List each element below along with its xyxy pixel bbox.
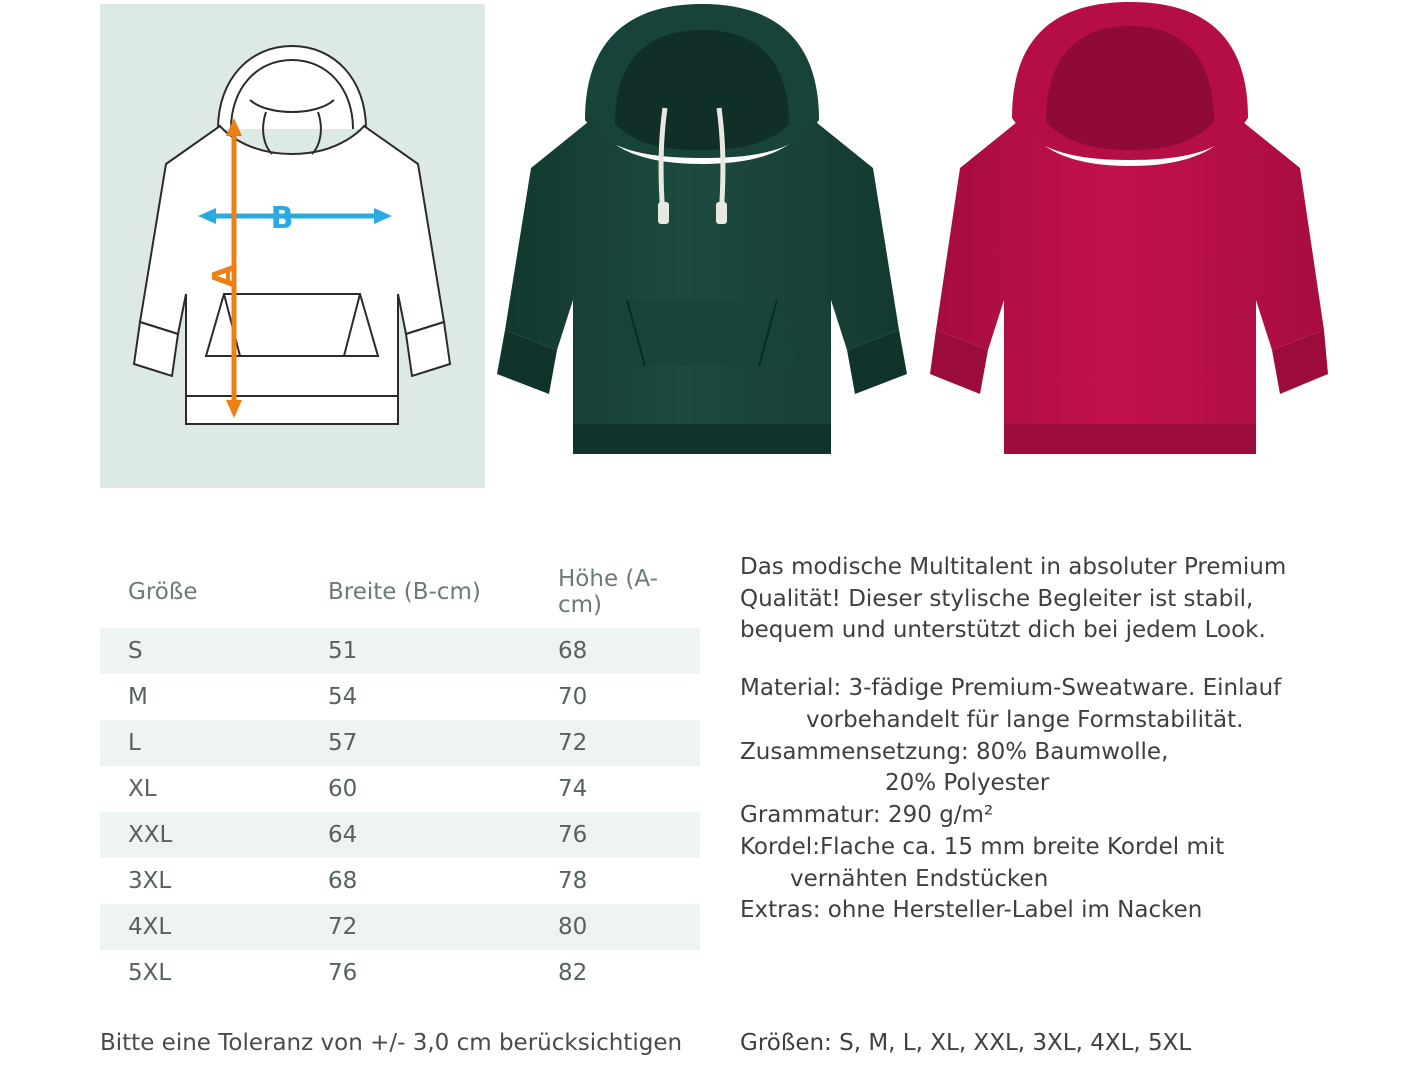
description-material-line1: Material: 3-fädige Premium-Sweatware. Einlauf (740, 675, 1282, 702)
cell-width: 57 (328, 730, 358, 756)
cell-height: 74 (558, 776, 588, 802)
hoodie-green-illustration (497, 0, 907, 492)
cell-size: 4XL (128, 914, 172, 940)
cell-width: 64 (328, 822, 358, 848)
table-row (100, 858, 700, 904)
hoodie-measurement-drawing (100, 4, 485, 488)
cell-width: 51 (328, 638, 358, 664)
table-row (100, 766, 700, 812)
table-row (100, 628, 700, 674)
cell-width: 68 (328, 868, 358, 894)
description-intro: Das modische Multitalent in absoluter Premium Qualität! Dieser stylische Begleiter ist stabil, bequem und unterstützt dich bei jedem Look. (740, 554, 1287, 644)
table-row (100, 674, 700, 720)
table-header-size: Größe (128, 579, 198, 605)
table-header-row (100, 556, 700, 628)
cell-width: 76 (328, 960, 358, 986)
description-cord-line1: Kordel:Flache ca. 15 mm breite Kordel mit (740, 833, 1225, 860)
cell-height: 82 (558, 960, 588, 986)
cell-height: 76 (558, 822, 588, 848)
table-row (100, 720, 700, 766)
size-table (100, 556, 700, 996)
description-weight: Grammatur: 290 g/m² (740, 802, 994, 829)
description-composition-line1: Zusammensetzung: 80% Baumwolle, (740, 738, 1169, 765)
cell-size: 5XL (128, 960, 172, 986)
table-row (100, 904, 700, 950)
hoodie-red-illustration (930, 0, 1330, 492)
spacer (740, 647, 1340, 673)
product-images-row (0, 0, 1424, 500)
measurement-diagram (100, 4, 485, 488)
cell-width: 72 (328, 914, 358, 940)
hoodie-back-red-photo (930, 0, 1330, 492)
cell-height: 70 (558, 684, 588, 710)
table-header-width: Breite (B-cm) (328, 579, 481, 605)
cell-size: XL (128, 776, 157, 802)
diagram-label-b: B (270, 201, 294, 236)
description-cord-line2: vernähten Endstücken (790, 865, 1049, 892)
description-extras: Extras: ohne Hersteller-Label im Nacken (740, 897, 1203, 924)
description-composition-line2: 20% Polyester (885, 770, 1050, 797)
hoodie-front-green-photo (497, 0, 907, 492)
cell-height: 72 (558, 730, 588, 756)
cell-width: 60 (328, 776, 358, 802)
cell-size: 3XL (128, 868, 172, 894)
table-row (100, 812, 700, 858)
tolerance-note: Bitte eine Toleranz von +/- 3,0 cm berücksichtigen (100, 1030, 683, 1056)
cell-size: M (128, 684, 148, 710)
cell-width: 54 (328, 684, 358, 710)
cell-size: XXL (128, 822, 173, 848)
table-header-height: Höhe (A-cm) (558, 566, 658, 618)
description-material-line2: vorbehandelt für lange Formstabilität. (806, 706, 1244, 733)
diagram-label-a: A (207, 264, 242, 288)
table-row (100, 950, 700, 996)
cell-height: 78 (558, 868, 588, 894)
description-sizes: Größen: S, M, L, XL, XXL, 3XL, 4XL, 5XL (740, 1030, 1192, 1056)
cell-height: 68 (558, 638, 588, 664)
cell-size: S (128, 638, 143, 664)
product-description (740, 552, 1340, 927)
cell-height: 80 (558, 914, 588, 940)
cell-size: L (128, 730, 141, 756)
